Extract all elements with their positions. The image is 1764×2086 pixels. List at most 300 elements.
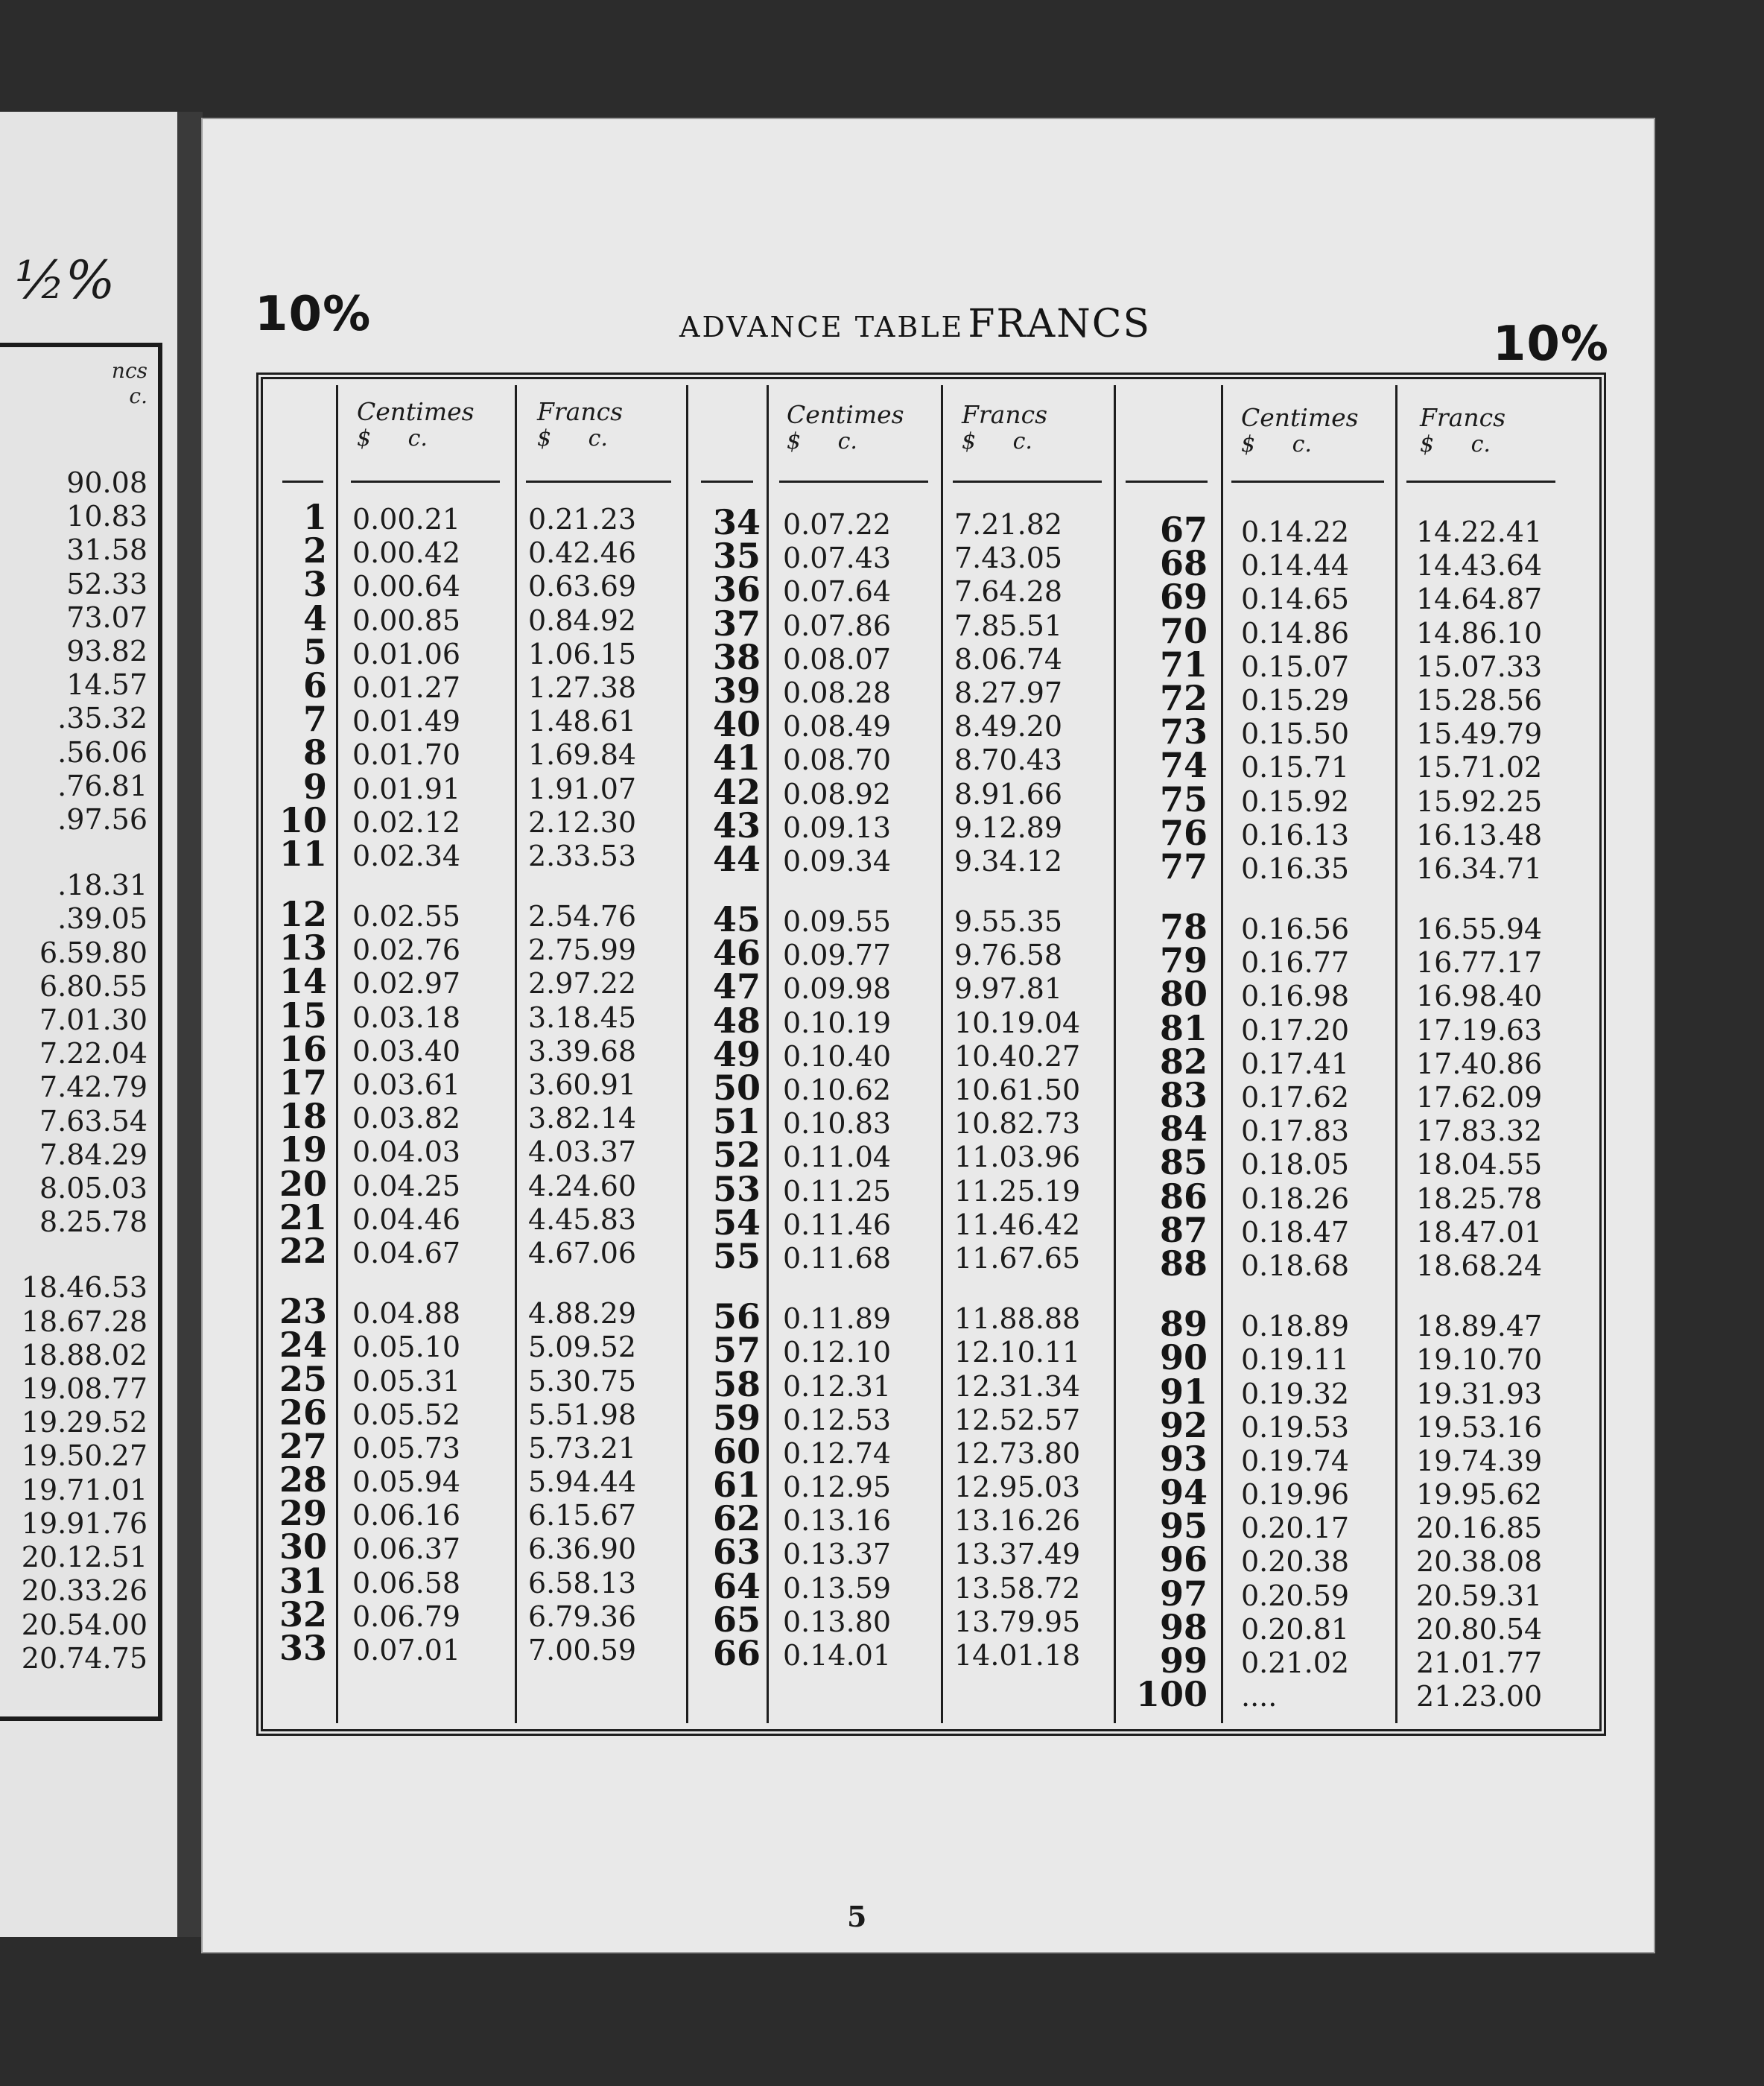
table-cell: 74 [1159, 745, 1208, 786]
table-cell: 9 [302, 766, 327, 807]
table-cell: 0.09.34 [783, 844, 892, 878]
table-cell: 15 [279, 995, 327, 1036]
table-cell: 46 [712, 933, 761, 974]
table-cell: 26 [279, 1392, 327, 1433]
table-cell: 0.03.82 [352, 1102, 461, 1135]
table-cell: 2.75.99 [528, 933, 637, 967]
table-cell: 18.89.47 [1416, 1310, 1543, 1343]
table-cell: 8.91.66 [954, 777, 1063, 811]
table-cell: 14.64.87 [1416, 583, 1543, 616]
table-cell: 0.03.61 [352, 1068, 461, 1101]
table-cell: 45 [712, 899, 761, 940]
table-cell: 4.88.29 [528, 1297, 637, 1331]
table-cell: 0.20.59 [1241, 1579, 1350, 1612]
table-cell: 7.43.05 [954, 542, 1063, 575]
table-cell: 19.74.39 [1416, 1444, 1543, 1477]
header-rule [1406, 481, 1555, 483]
table-cell: 0.02.76 [352, 933, 461, 967]
table-cell: 42 [712, 771, 761, 812]
table-cell: 21.01.77 [1416, 1646, 1543, 1679]
table-cell: 9.34.12 [954, 844, 1063, 878]
table-cell: 15.28.56 [1416, 683, 1543, 717]
left-page-value: 18.88.02 [21, 1338, 147, 1372]
table-cell: 0.10.40 [783, 1039, 892, 1073]
table-cell: 0.10.19 [783, 1006, 892, 1039]
table-cell: 20.16.85 [1416, 1512, 1543, 1545]
table-cell: 3.60.91 [528, 1068, 637, 1101]
percent-label-left: 10% [255, 287, 372, 342]
left-page-value: 90.08 [66, 466, 147, 499]
table-cell: 3.82.14 [528, 1102, 637, 1135]
table-cell: 20 [279, 1163, 327, 1204]
left-facing-page [0, 112, 177, 1937]
table-cell: 0.15.92 [1241, 784, 1350, 818]
table-cell: 0.18.05 [1241, 1148, 1350, 1182]
table-cell: 11.25.19 [954, 1174, 1081, 1208]
table-cell: 0.19.74 [1241, 1444, 1350, 1477]
table-cell: 36 [712, 569, 761, 610]
table-cell: 55 [712, 1235, 761, 1276]
table-cell: 0.08.49 [783, 710, 892, 744]
table-cell: 0.04.46 [352, 1202, 461, 1236]
table-cell: 66 [712, 1633, 761, 1673]
table-cell: 5 [302, 631, 327, 672]
left-page-value: 14.57 [66, 668, 147, 702]
table-cell: 77 [1159, 846, 1208, 887]
table-cell: 13 [279, 928, 327, 968]
table-cell: 0.08.70 [783, 744, 892, 777]
number-column-1 [269, 497, 327, 1668]
centimes-header-3: Centimes $ c. [1241, 403, 1359, 457]
table-cell: 0.06.79 [352, 1600, 461, 1633]
table-cell: 13.58.72 [954, 1571, 1081, 1605]
table-cell: 0.11.04 [783, 1141, 892, 1174]
title-main: FRANCS [968, 302, 1152, 346]
group-spacer [22, 1239, 147, 1271]
table-cell: 19.10.70 [1416, 1343, 1543, 1377]
table-cell: 0.09.77 [783, 939, 892, 972]
table-cell: 0.02.12 [352, 805, 461, 839]
table-cell: 57 [712, 1330, 761, 1371]
table-cell: 80 [1159, 974, 1208, 1015]
book-page [203, 119, 1654, 1952]
table-cell: 0.12.95 [783, 1471, 892, 1504]
table-cell: 0.20.38 [1241, 1545, 1350, 1579]
table-cell: 0.05.73 [352, 1431, 461, 1465]
table-cell: 2.97.22 [528, 967, 637, 1001]
table-cell: 72 [1159, 677, 1208, 718]
table-cell: 1.48.61 [528, 705, 637, 738]
left-page-value: 7.22.04 [39, 1037, 147, 1071]
table-cell: 10 [279, 799, 327, 840]
table-cell: 0.01.70 [352, 738, 461, 772]
table-cell: 17 [279, 1062, 327, 1103]
table-cell: 0.00.85 [352, 603, 461, 637]
table-cell: 7.64.28 [954, 575, 1063, 609]
header-rule [953, 481, 1102, 483]
table-cell: 9.12.89 [954, 811, 1063, 844]
table-cell: 64 [712, 1565, 761, 1606]
table-cell: 0.16.35 [1241, 852, 1350, 885]
table-cell: 0.08.92 [783, 777, 892, 811]
column-rule [1114, 385, 1116, 1723]
table-cell: 6.79.36 [528, 1600, 637, 1633]
table-cell: 9.55.35 [954, 905, 1063, 939]
table-cell: 62 [712, 1498, 761, 1539]
table-cell: 9.76.58 [954, 939, 1063, 972]
number-column-2 [694, 502, 761, 1673]
table-cell: 38 [712, 636, 761, 677]
table-cell: 0.09.55 [783, 905, 892, 939]
table-cell: 0.08.28 [783, 676, 892, 709]
table-cell: 5.51.98 [528, 1398, 637, 1431]
left-page-value: 20.54.00 [21, 1608, 147, 1641]
table-cell: 6 [302, 665, 327, 706]
table-cell: 0.00.21 [352, 503, 461, 536]
table-cell: 4.24.60 [528, 1169, 637, 1202]
table-cell: 39 [712, 670, 761, 711]
table-cell: 7.85.51 [954, 609, 1063, 642]
table-cell: 12.95.03 [954, 1471, 1081, 1504]
table-cell: 20.59.31 [1416, 1579, 1543, 1612]
table-cell: 0.02.34 [352, 839, 461, 872]
table-cell: 5.94.44 [528, 1465, 637, 1499]
table-cell: 40 [712, 704, 761, 745]
table-cell: 0.14.22 [1241, 516, 1350, 548]
francs-column-3 [1416, 516, 1542, 1714]
table-cell: 70 [1159, 610, 1208, 651]
table-cell: 0.21.02 [1241, 1646, 1350, 1679]
table-cell: 19 [279, 1129, 327, 1170]
table-cell: 0.19.32 [1241, 1377, 1350, 1410]
table-cell: 0.19.53 [1241, 1410, 1350, 1444]
table-cell: 0.02.97 [352, 967, 461, 1001]
table-cell: 35 [712, 536, 761, 577]
advance-table [256, 372, 1606, 1736]
table-cell: 9.97.81 [954, 972, 1063, 1006]
left-page-heading: ½% [15, 250, 115, 311]
table-cell: 0.16.77 [1241, 946, 1350, 980]
left-page-col-header: ncs c. [111, 358, 147, 408]
table-cell: 10.19.04 [954, 1006, 1081, 1039]
table-cell: 19.95.62 [1416, 1478, 1543, 1512]
header-rule [351, 481, 500, 483]
table-cell: 18.47.01 [1416, 1215, 1543, 1249]
table-cell: 58 [712, 1363, 761, 1404]
table-cell: 7.21.82 [954, 508, 1063, 541]
left-page-value: .56.06 [57, 735, 147, 769]
table-cell: 85 [1159, 1142, 1208, 1183]
table-cell: 0.04.88 [352, 1297, 461, 1331]
table-cell: 44 [712, 838, 761, 879]
table-cell: 4.03.37 [528, 1135, 637, 1169]
page-number: 5 [847, 1900, 867, 1933]
table-cell: 95 [1159, 1506, 1208, 1547]
table-cell: 47 [712, 966, 761, 1007]
table-cell: 16.34.71 [1416, 852, 1543, 885]
table-cell: 1 [302, 497, 327, 537]
table-cell: 14 [279, 961, 327, 1002]
table-cell: 33 [279, 1628, 327, 1668]
number-column-3 [1118, 510, 1208, 1715]
table-cell: 81 [1159, 1007, 1208, 1048]
table-cell: 4.67.06 [528, 1236, 637, 1269]
table-cell: 52 [712, 1135, 761, 1176]
table-cell: 21.23.00 [1416, 1680, 1543, 1714]
table-cell: 20.38.08 [1416, 1545, 1543, 1579]
left-page-value: 8.05.03 [39, 1172, 147, 1205]
table-cell: 100 [1135, 1674, 1208, 1715]
table-cell: 14.86.10 [1416, 616, 1543, 650]
table-cell: 0.13.37 [783, 1538, 892, 1571]
table-cell: 0.01.91 [352, 772, 461, 805]
table-cell: 0.09.13 [783, 811, 892, 844]
table-cell: 94 [1159, 1472, 1208, 1513]
left-page-value: 6.80.55 [39, 969, 147, 1003]
table-cell: 14.43.64 [1416, 549, 1543, 583]
table-cell: 10.40.27 [954, 1039, 1081, 1073]
left-page-value: 93.82 [66, 635, 147, 668]
table-cell: 0.15.07 [1241, 650, 1350, 683]
table-cell: 31 [279, 1560, 327, 1601]
table-cell: 54 [712, 1202, 761, 1243]
table-cell: 0.12.53 [783, 1403, 892, 1436]
left-page-value: 18.46.53 [21, 1271, 147, 1304]
percent-label-right: 10% [1492, 317, 1609, 372]
table-cell: 83 [1159, 1075, 1208, 1115]
francs-header-1: Francs $ c. [537, 397, 624, 451]
table-cell: 18.68.24 [1416, 1249, 1543, 1282]
centimes-column-1 [352, 503, 460, 1667]
table-cell: 32 [279, 1594, 327, 1635]
table-cell: 12.31.34 [954, 1369, 1081, 1403]
table-cell: 91 [1159, 1371, 1208, 1412]
table-cell: 11 [279, 833, 327, 874]
table-cell: 15.07.33 [1416, 650, 1543, 683]
table-cell: 53 [712, 1168, 761, 1209]
table-cell: 0.16.98 [1241, 980, 1350, 1013]
table-cell: 0.17.41 [1241, 1047, 1350, 1080]
table-cell: 0.00.42 [352, 536, 461, 570]
table-cell: 60 [712, 1430, 761, 1471]
table-cell: 63 [712, 1532, 761, 1573]
left-page-value: 20.74.75 [21, 1641, 147, 1675]
left-page-value: 19.29.52 [21, 1406, 147, 1439]
table-cell: 8.27.97 [954, 676, 1063, 709]
table-cell: 3 [302, 564, 327, 605]
table-cell: 86 [1159, 1176, 1208, 1217]
table-cell: 0.14.65 [1241, 583, 1350, 616]
left-page-value: 73.07 [66, 600, 147, 634]
left-page-value: 52.33 [66, 567, 147, 600]
left-page-value: 6.59.80 [39, 936, 147, 969]
table-cell: 18.25.78 [1416, 1182, 1543, 1215]
table-cell: 0.11.25 [783, 1174, 892, 1208]
table-cell: 1.69.84 [528, 738, 637, 772]
table-cell: 65 [712, 1599, 761, 1640]
table-cell: 84 [1159, 1109, 1208, 1150]
table-cell: 11.67.65 [954, 1241, 1081, 1275]
table-cell: 13.16.26 [954, 1504, 1081, 1538]
table-cell: 51 [712, 1101, 761, 1142]
column-rule [767, 385, 769, 1723]
table-cell: 0.12.31 [783, 1369, 892, 1403]
left-page-values [22, 466, 147, 1676]
table-cell: 12.52.57 [954, 1403, 1081, 1436]
table-cell: 6.58.13 [528, 1566, 637, 1600]
table-cell: 6.36.90 [528, 1532, 637, 1566]
left-page-value: .18.31 [57, 869, 147, 902]
table-cell: 14.01.18 [954, 1639, 1081, 1672]
table-cell: 21 [279, 1196, 327, 1237]
table-cell: 0.07.86 [783, 609, 892, 642]
table-cell: 49 [712, 1033, 761, 1074]
table-cell: 23 [279, 1291, 327, 1332]
table-cell: 0.01.06 [352, 637, 461, 670]
left-page-value: 18.67.28 [21, 1304, 147, 1338]
table-cell: 96 [1159, 1539, 1208, 1580]
table-cell: 1.06.15 [528, 637, 637, 670]
table-cell: 10.61.50 [954, 1074, 1081, 1106]
table-cell: 0.19.96 [1241, 1478, 1350, 1512]
table-cell: 0.15.50 [1241, 717, 1350, 751]
table-cell: 1.27.38 [528, 670, 637, 704]
table-cell: 0.20.81 [1241, 1612, 1350, 1646]
table-cell: 7 [302, 699, 327, 740]
table-cell: 13.79.95 [954, 1605, 1081, 1638]
table-cell: 0.14.86 [1241, 616, 1350, 650]
table-cell: 0.18.89 [1241, 1310, 1350, 1343]
left-page-value: 7.01.30 [39, 1004, 147, 1037]
group-spacer [22, 837, 147, 869]
table-cell: 15.92.25 [1416, 784, 1543, 818]
centimes-column-3 [1241, 516, 1349, 1714]
table-cell: 25 [279, 1358, 327, 1399]
table-cell: 0.10.62 [783, 1074, 892, 1106]
table-cell: 5.09.52 [528, 1331, 637, 1364]
left-page-value: 31.58 [66, 533, 147, 567]
left-page-value: 19.50.27 [21, 1439, 147, 1473]
table-cell: 76 [1159, 812, 1208, 853]
left-page-value: 19.08.77 [21, 1372, 147, 1406]
table-cell: 0.00.64 [352, 570, 461, 603]
left-page-value: 7.84.29 [39, 1138, 147, 1171]
table-cell: 0.17.83 [1241, 1115, 1350, 1148]
table-cell: 0.04.25 [352, 1169, 461, 1202]
column-rule [336, 385, 338, 1723]
table-cell: 2.54.76 [528, 900, 637, 933]
table-cell: 93 [1159, 1438, 1208, 1479]
table-cell: 68 [1159, 543, 1208, 584]
table-cell: 14.22.41 [1416, 516, 1543, 548]
table-cell: 17.19.63 [1416, 1013, 1543, 1047]
table-cell: 8 [302, 732, 327, 773]
table-cell: 97 [1159, 1573, 1208, 1614]
table-cell: 16 [279, 1028, 327, 1069]
table-cell: 3.39.68 [528, 1034, 637, 1068]
table-cell: 59 [712, 1397, 761, 1438]
table-cell: 18.04.55 [1416, 1148, 1543, 1182]
column-rule [1395, 385, 1397, 1723]
table-cell: 22 [279, 1230, 327, 1271]
table-cell: 0.21.23 [528, 503, 637, 536]
table-cell: 11.03.96 [954, 1141, 1081, 1174]
table-cell: 79 [1159, 940, 1208, 981]
table-cell: 0.18.26 [1241, 1182, 1350, 1215]
table-cell: 0.07.64 [783, 575, 892, 609]
table-cell: 16.55.94 [1416, 913, 1543, 946]
table-cell: 69 [1159, 577, 1208, 618]
table-cell: 10.82.73 [954, 1107, 1081, 1141]
table-cell: 0.06.37 [352, 1532, 461, 1566]
table-cell: 0.07.01 [352, 1634, 461, 1667]
table-cell: 8.49.20 [954, 710, 1063, 744]
table-cell: 28 [279, 1459, 327, 1500]
table-cell: 5.73.21 [528, 1431, 637, 1465]
table-cell: 16.13.48 [1416, 818, 1543, 852]
left-page-value: 7.42.79 [39, 1071, 147, 1104]
table-cell: 0.18.68 [1241, 1249, 1350, 1282]
column-rule [686, 385, 688, 1723]
table-cell: 0.10.83 [783, 1107, 892, 1141]
column-rule [1221, 385, 1223, 1723]
table-cell: 43 [712, 805, 761, 846]
left-page-value: 19.71.01 [21, 1473, 147, 1506]
table-cell: 3.18.45 [528, 1001, 637, 1034]
table-cell: 2.33.53 [528, 839, 637, 872]
table-cell: 0.12.10 [783, 1336, 892, 1369]
centimes-header-2: Centimes $ c. [787, 400, 904, 454]
table-cell: 0.18.47 [1241, 1215, 1350, 1249]
table-cell: 0.19.11 [1241, 1343, 1350, 1377]
table-cell: 90 [1159, 1337, 1208, 1378]
table-cell: 15.49.79 [1416, 717, 1543, 751]
table-cell: 0.06.58 [352, 1566, 461, 1600]
francs-header-3: Francs $ c. [1420, 403, 1506, 457]
table-cell: 0.02.55 [352, 900, 461, 933]
table-cell: 78 [1159, 907, 1208, 948]
table-cell: 0.11.89 [783, 1302, 892, 1336]
table-cell: 61 [712, 1465, 761, 1506]
header-rule [1126, 481, 1208, 483]
table-cell: 12.73.80 [954, 1436, 1081, 1470]
table-cell: 0.05.10 [352, 1331, 461, 1364]
table-cell: 8.70.43 [954, 744, 1063, 777]
left-page-value: 7.63.54 [39, 1104, 147, 1138]
table-cell: 99 [1159, 1640, 1208, 1681]
left-page-table [0, 343, 162, 1721]
table-cell: 0.42.46 [528, 536, 637, 570]
left-page-value: .97.56 [57, 803, 147, 837]
table-cell: 37 [712, 603, 761, 644]
table-cell: 82 [1159, 1041, 1208, 1082]
table-cell: 0.12.74 [783, 1436, 892, 1470]
table-cell: 24 [279, 1325, 327, 1366]
table-cell: 92 [1159, 1404, 1208, 1445]
table-cell: 89 [1159, 1304, 1208, 1345]
table-cell: 16.98.40 [1416, 980, 1543, 1013]
table-cell: 11.88.88 [954, 1302, 1081, 1336]
table-cell: 0.16.56 [1241, 913, 1350, 946]
table-cell: 67 [1159, 510, 1208, 550]
table-cell: 0.84.92 [528, 603, 637, 637]
left-page-value: 8.25.78 [39, 1205, 147, 1239]
table-cell: 0.01.27 [352, 670, 461, 704]
table-cell: 0.05.94 [352, 1465, 461, 1499]
table-cell: 0.05.31 [352, 1364, 461, 1398]
centimes-column-2 [783, 508, 891, 1673]
left-page-value: 20.33.26 [21, 1574, 147, 1608]
